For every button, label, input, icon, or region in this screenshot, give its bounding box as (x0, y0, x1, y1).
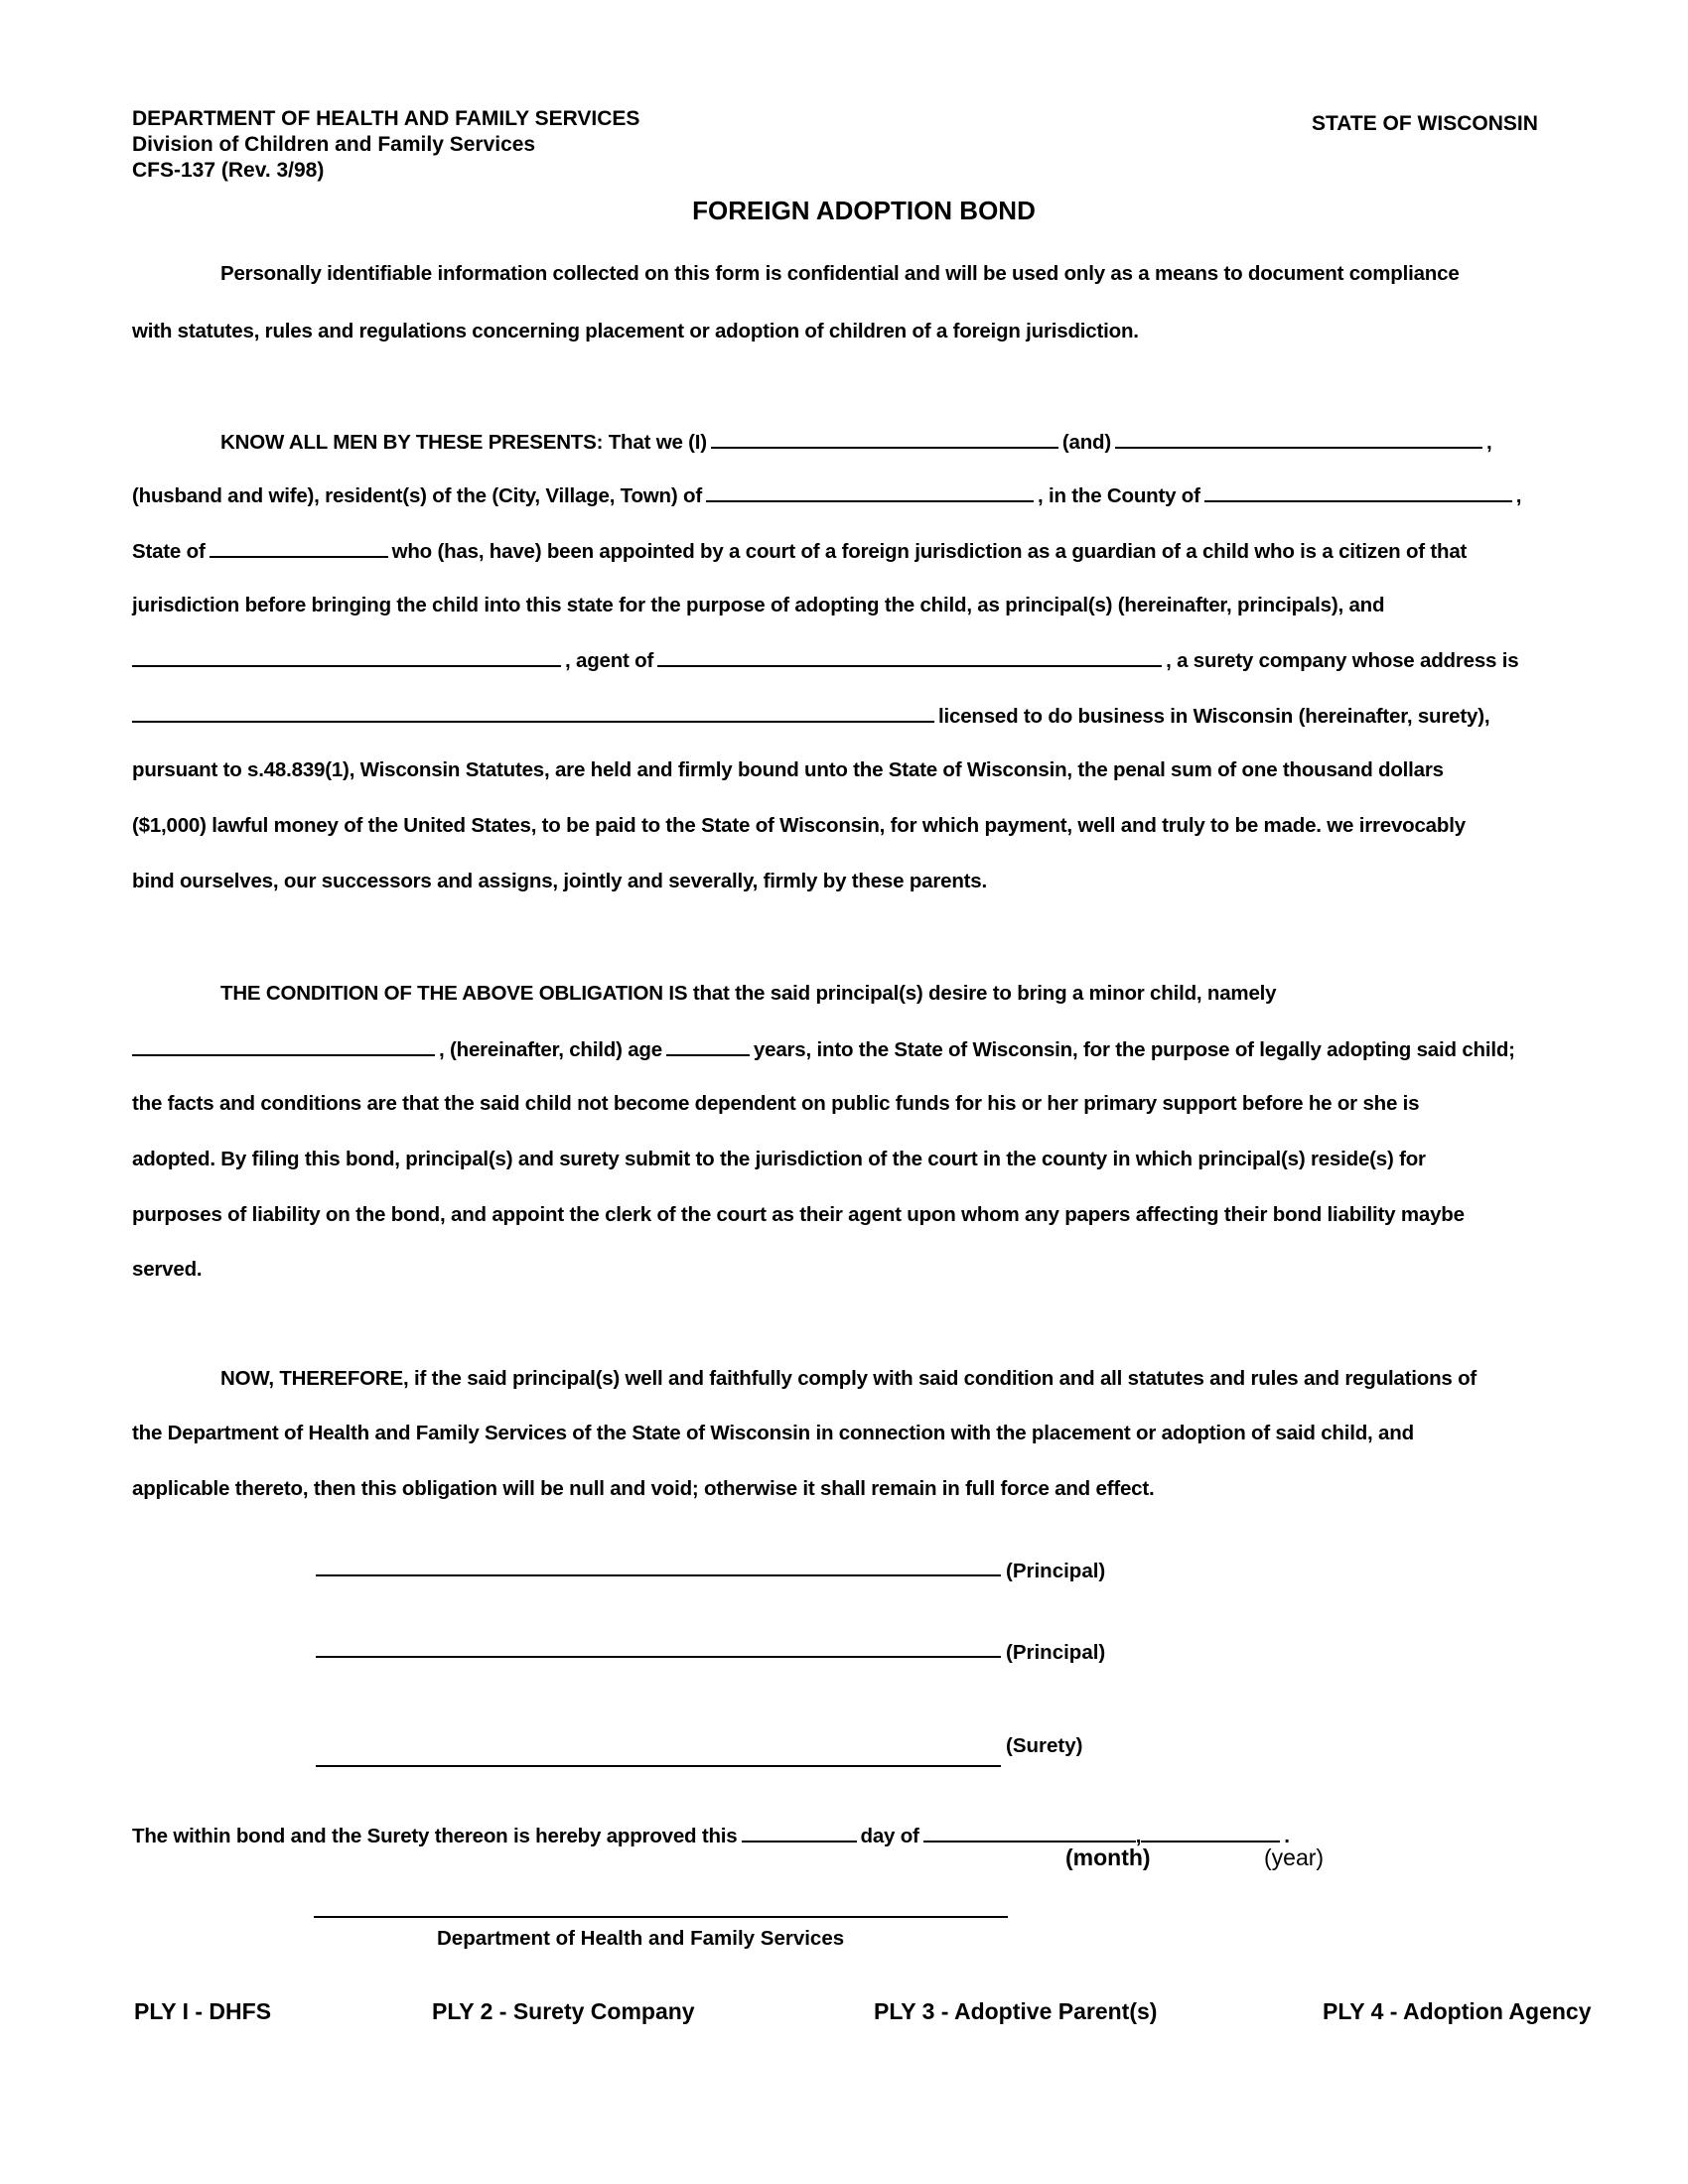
period-text: . (1284, 1825, 1290, 1847)
surety-address-field[interactable] (132, 701, 934, 723)
approval-month-field[interactable] (923, 1821, 1136, 1843)
appointed-text: who (has, have) been appointed by a court of a foreign jurisdiction as a guardian of a child who is a citizen of that (391, 540, 1468, 563)
approval-day-field[interactable] (742, 1821, 857, 1843)
presents-line-3 (132, 536, 1467, 566)
state-name: STATE OF WISCONSIN (1312, 112, 1538, 135)
presents-line-6 (132, 701, 1489, 731)
residence-text: (husband and wife), resident(s) of the (City, Village, Town) of (132, 484, 702, 507)
child-age-text: , (hereinafter, child) age (439, 1038, 662, 1061)
confidentiality-line-2: with statutes, rules and regulations concerning placement or adoption of children of a foreign jurisdiction. (132, 320, 1139, 342)
principal-1-label: (Principal) (1006, 1560, 1106, 1582)
form-number: CFS-137 (Rev. 3/98) (132, 159, 325, 182)
month-label: (month) (1065, 1844, 1151, 1870)
page-title: FOREIGN ADOPTION BOND (692, 196, 1036, 225)
surety-company-field[interactable] (657, 645, 1162, 667)
therefore-line-2: the Department of Health and Family Services of the State of Wisconsin in connection with the placement or adoption of said child, and (132, 1422, 1414, 1444)
state-of-text: State of (132, 540, 206, 563)
principal-2-signature-line[interactable] (316, 1656, 1001, 1658)
dhfs-signature-line[interactable] (314, 1916, 1008, 1918)
condition-line-2 (132, 1034, 1515, 1064)
principal-2-label: (Principal) (1006, 1641, 1106, 1664)
presents-line-4: jurisdiction before bringing the child into this state for the purpose of adopting the child, as principal(s) (hereinafter, principals), and (132, 594, 1385, 616)
day-of-text: day of (860, 1825, 919, 1847)
and-text: (and) (1061, 431, 1111, 454)
approval-text: The within bond and the Surety thereon is hereby approved this (132, 1825, 738, 1847)
approval-year-field[interactable] (1141, 1821, 1280, 1843)
condition-line-4: adopted. By filing this bond, principal(s) and surety submit to the jurisdiction of the court in the county in which principal(s) reside(s) for (132, 1148, 1426, 1170)
surety-label: (Surety) (1006, 1734, 1083, 1757)
agent-name-field[interactable] (132, 645, 561, 667)
presents-line-5 (132, 645, 1518, 675)
presents-line-7: pursuant to s.48.839(1), Wisconsin Statutes, are held and firmly bound unto the State of Wisconsin, the penal sum of one thousand dollars (132, 758, 1444, 781)
comma-text: , (1486, 431, 1492, 454)
surety-address-text: , a surety company whose address is (1166, 649, 1519, 672)
comma-text: , (1135, 1825, 1142, 1847)
surety-signature-line[interactable] (316, 1765, 1001, 1767)
presents-line-9: bind ourselves, our successors and assigns, jointly and severally, firmly by these parents. (132, 870, 987, 892)
licensed-text: licensed to do business in Wisconsin (hereinafter, surety), (938, 705, 1490, 728)
therefore-line-3: applicable thereto, then this obligation will be null and void; otherwise it shall remain in full force and effect. (132, 1477, 1155, 1500)
ply-3-label: PLY 3 - Adoptive Parent(s) (874, 1998, 1158, 2024)
child-age-field[interactable] (666, 1034, 750, 1056)
therefore-line-1: NOW, THEREFORE, if the said principal(s) well and faithfully comply with said condition and all statutes and rules and regulations of (220, 1367, 1477, 1390)
agent-of-text: , agent of (565, 649, 654, 672)
ply-1-label: PLY I - DHFS (134, 1998, 272, 2024)
condition-line-1: THE CONDITION OF THE ABOVE OBLIGATION IS that the said principal(s) desire to bring a minor child, namely (220, 982, 1277, 1005)
principal-name-1-field[interactable] (711, 427, 1058, 449)
state-field[interactable] (210, 536, 388, 558)
presents-line-1 (220, 427, 1492, 457)
condition-line-3: the facts and conditions are that the said child not become dependent on public funds for his or her primary support before he or she is (132, 1092, 1420, 1115)
child-name-field[interactable] (132, 1034, 435, 1056)
condition-line-6: served. (132, 1258, 203, 1281)
presents-line-2 (132, 480, 1521, 510)
county-text: , in the County of (1037, 484, 1200, 507)
principal-name-2-field[interactable] (1115, 427, 1482, 449)
division-name: Division of Children and Family Services (132, 133, 536, 156)
city-field[interactable] (706, 480, 1034, 502)
year-label: (year) (1264, 1844, 1325, 1870)
county-field[interactable] (1204, 480, 1512, 502)
ply-2-label: PLY 2 - Surety Company (432, 1998, 695, 2024)
department-name: DEPARTMENT OF HEALTH AND FAMILY SERVICES (132, 107, 640, 130)
ply-4-label: PLY 4 - Adoption Agency (1323, 1998, 1592, 2024)
dhfs-label: Department of Health and Family Services (437, 1927, 845, 1950)
principal-1-signature-line[interactable] (316, 1574, 1001, 1576)
condition-line-5: purposes of liability on the bond, and appoint the clerk of the court as their agent upon whom any papers affecting their bond liability maybe (132, 1203, 1465, 1226)
years-text: years, into the State of Wisconsin, for the purpose of legally adopting said child; (753, 1038, 1515, 1061)
presents-text: KNOW ALL MEN BY THESE PRESENTS: That we (I) (220, 431, 707, 454)
confidentiality-line-1: Personally identifiable information collected on this form is confidential and will be used only as a means to document compliance (220, 262, 1460, 285)
presents-line-8: ($1,000) lawful money of the United States, to be paid to the State of Wisconsin, for which payment, well and truly to be made. we irrevocably (132, 814, 1466, 837)
comma-text: , (1515, 484, 1522, 507)
